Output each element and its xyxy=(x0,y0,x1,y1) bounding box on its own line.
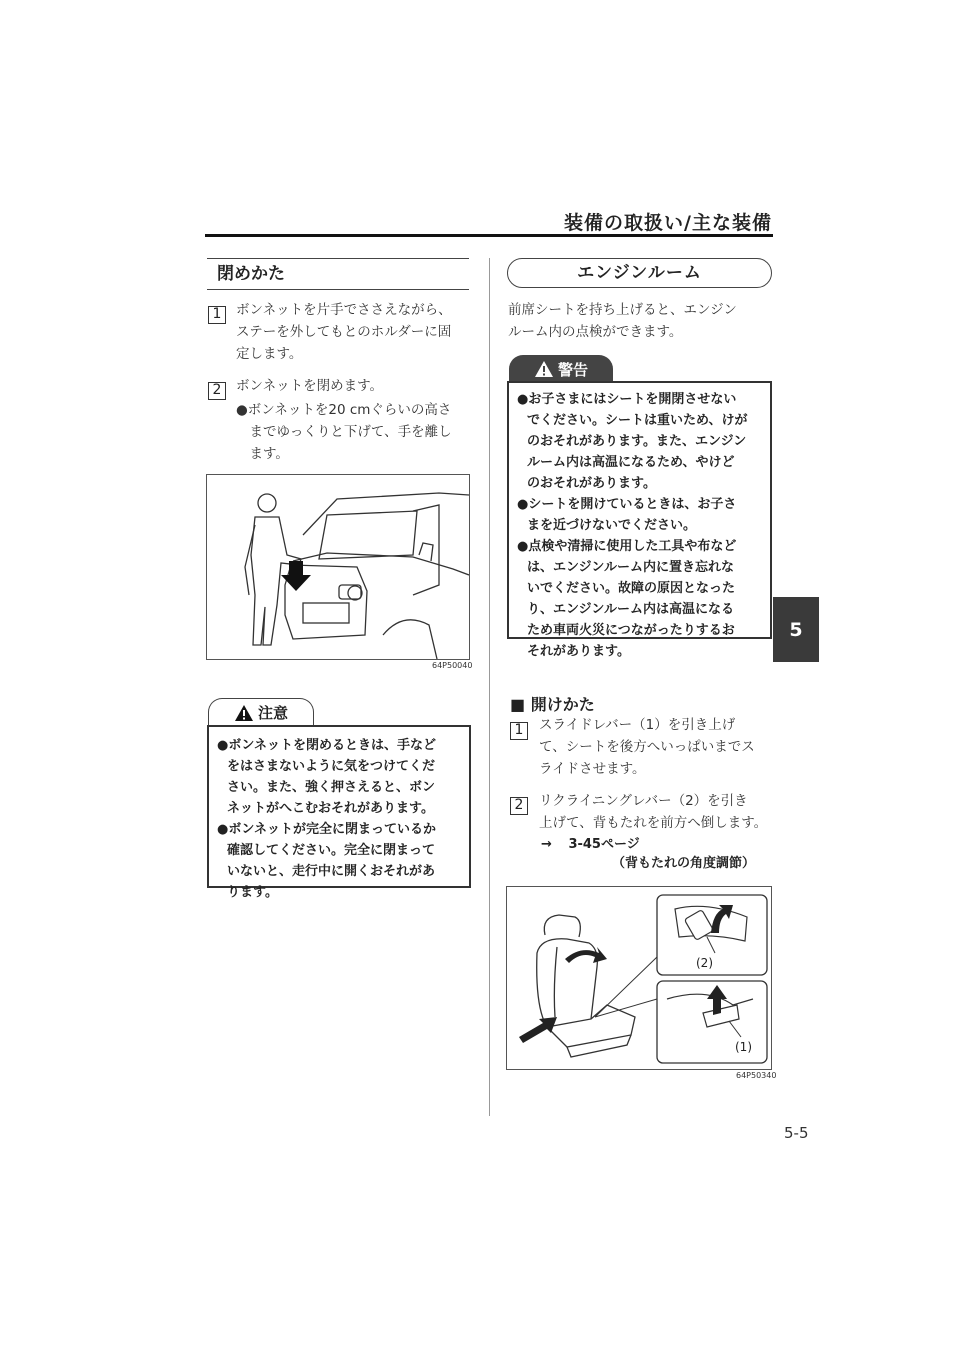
seat-figure xyxy=(506,886,772,1070)
header-rule xyxy=(205,234,773,237)
step-2-text: ボンネットを閉めます。 xyxy=(236,378,384,394)
caution-item-1: ●ボンネットを閉めるときは、手など をはさまないように気をつけてくだ さい。また、強く押さえると、ボン ネットがへこむおそれがあります。 xyxy=(217,738,436,816)
caution-label xyxy=(208,698,314,726)
column-divider xyxy=(489,258,490,1116)
right-step-number-1: 1 xyxy=(510,722,528,740)
right-step-2-text: リクライニングレバー（2）を引き 上げて、背もたれを前方へ倒します。 xyxy=(539,793,768,831)
warning-label-text: 警告 xyxy=(557,360,588,379)
chapter-tab: 5 xyxy=(773,597,819,662)
seat-drawing xyxy=(537,915,635,1057)
reference-arrow-icon: → xyxy=(541,837,552,852)
van-drawing xyxy=(285,493,469,659)
engine-room-intro: 前席シートを持ち上げると、エンジン ルーム内の点検ができます。 xyxy=(508,302,737,340)
warning-item-2: ●シートを開けているときは、お子さ まを近づけないでください。 xyxy=(517,497,737,533)
section-title-closing: 閉めかた xyxy=(207,258,469,290)
section-title-engine-room: エンジンルーム xyxy=(507,258,772,288)
figure-code-left: 64P50040 xyxy=(432,661,473,670)
caution-triangle-icon xyxy=(234,704,254,722)
warning-box xyxy=(507,381,772,659)
header-title: 装備の取扱い/主な装備 xyxy=(564,212,772,234)
step-number-2: 2 xyxy=(208,382,226,400)
caution-box xyxy=(207,725,471,900)
caution-item-2: ●ボンネットが完全に閉まっているか 確認してください。完全に閉まって いないと、走行中に開くおそれがあ ります。 xyxy=(217,822,436,900)
step-2-bullet: ●ボンネットを20 cmぐらいの高さ までゆっくりと下げて、手を離し ます。 xyxy=(236,402,452,462)
right-step-number-2: 2 xyxy=(510,797,528,815)
right-step-1-text: スライドレバー（1）を引き上げ て、シートを後方へいっぱいまでス ライドさせます。 xyxy=(539,717,755,777)
slide-arrow-icon xyxy=(519,1017,557,1043)
figure-code-right: 64P50340 xyxy=(736,1071,777,1080)
label-lever-2: (2) xyxy=(696,956,713,970)
reference-title: （背もたれの角度調節） xyxy=(612,856,756,871)
warning-triangle-icon xyxy=(534,360,554,378)
page-number: 5-5 xyxy=(784,1124,809,1142)
warning-item-3: ●点検や清掃に使用した工具や布など は、エンジンルーム内に置き忘れな いでください。故障の原因となった り、エンジンルーム内は高温になる ため車両火災につながったりするお それがあります。 xyxy=(517,539,737,659)
bonnet-illustration xyxy=(207,475,469,659)
warning-label xyxy=(509,355,613,383)
fold-forward-arrow-icon xyxy=(565,947,607,963)
page-reference[interactable] xyxy=(541,833,640,852)
caution-label-text: 注意 xyxy=(257,704,288,722)
seat-illustration xyxy=(507,887,771,1069)
bonnet-closing-figure xyxy=(206,474,470,660)
label-lever-1: (1) xyxy=(735,1040,752,1054)
reference-page[interactable]: 3-45ページ xyxy=(568,837,640,852)
subhead-opening: ■ 開けかた xyxy=(510,695,595,714)
warning-item-1: ●お子さまにはシートを開閉させない でください。シートは重いため、けが のおそれがあります。また、エンジン ルーム内は高温になるため、やけど のおそれがあります。 xyxy=(517,392,748,491)
step-number-1: 1 xyxy=(208,306,226,324)
step-1-text: ボンネットを片手でささえながら、 ステーを外してもとのホルダーに固 定します。 xyxy=(236,302,452,362)
